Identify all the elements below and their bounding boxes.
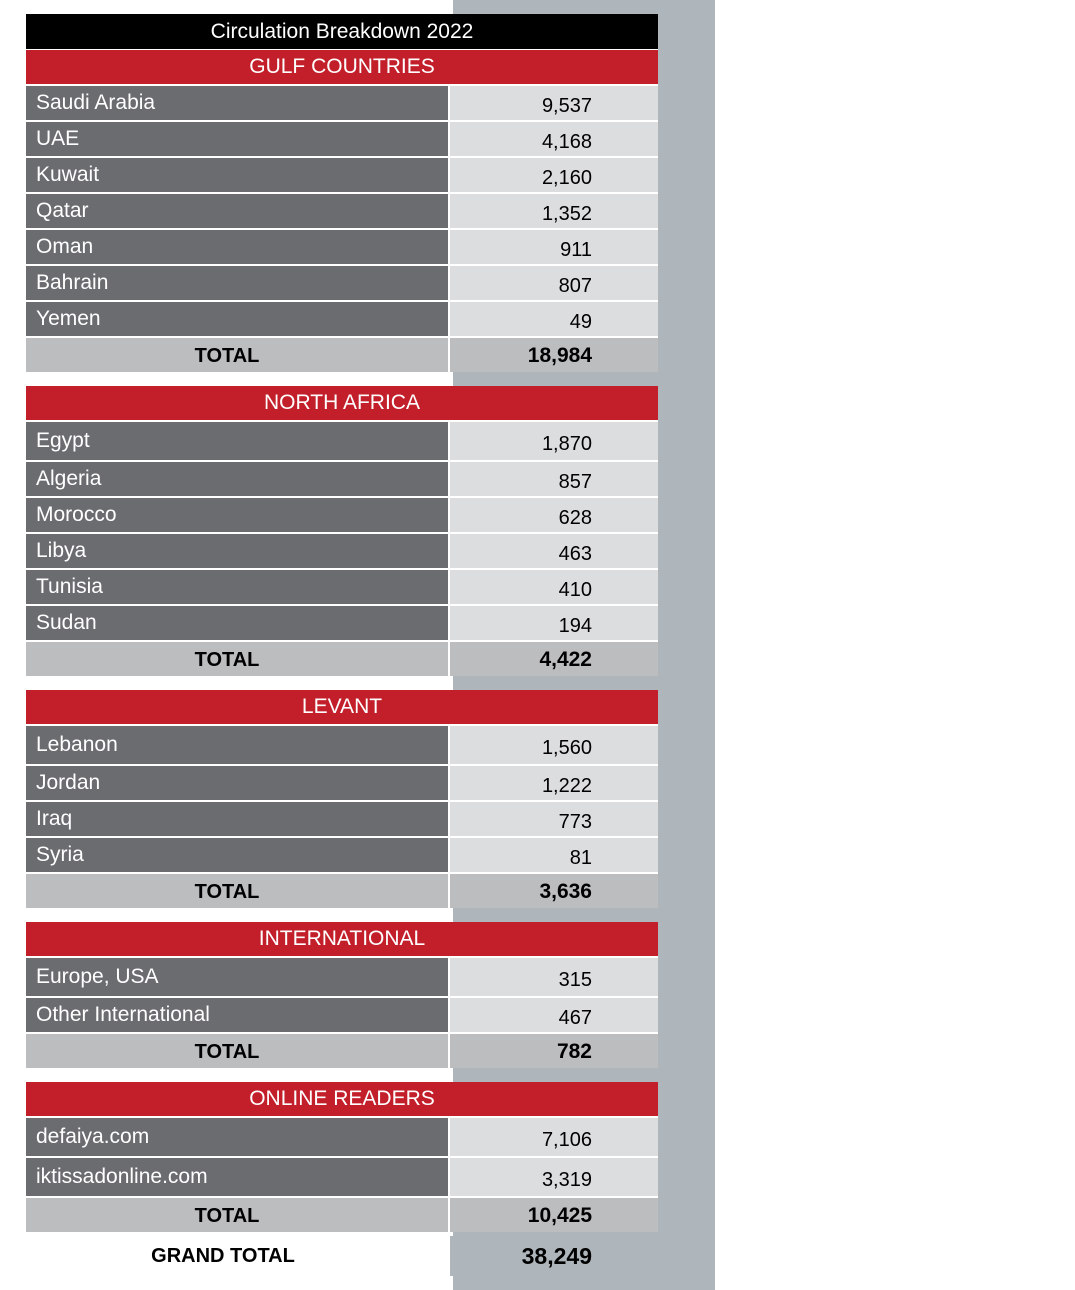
table-row: [26, 422, 658, 462]
row-value: 1,352: [450, 194, 658, 228]
section-heading: GULF COUNTRIES: [26, 50, 658, 86]
row-value: 773: [450, 802, 658, 836]
grand-total-label: GRAND TOTAL: [26, 1236, 450, 1276]
section-total-row: [26, 642, 658, 676]
table-row: [26, 766, 658, 802]
table-row: [26, 498, 658, 534]
table-row: [26, 998, 658, 1034]
row-value: 807: [450, 266, 658, 300]
row-label: Yemen: [26, 302, 450, 336]
row-value: 49: [450, 302, 658, 336]
total-label: TOTAL: [26, 1198, 450, 1232]
row-value: 81: [450, 838, 658, 872]
row-label: Europe, USA: [26, 958, 450, 996]
row-value: 194: [450, 606, 658, 640]
row-label: Libya: [26, 534, 450, 568]
table-row: [26, 838, 658, 874]
row-label: Bahrain: [26, 266, 450, 300]
table-row: [26, 462, 658, 498]
table-row: [26, 86, 658, 122]
row-label: Syria: [26, 838, 450, 872]
total-value: 782: [450, 1034, 658, 1068]
row-value: 410: [450, 570, 658, 604]
row-value: 1,870: [450, 422, 658, 460]
section-total-row: [26, 874, 658, 908]
table-title: Circulation Breakdown 2022: [26, 14, 658, 50]
row-value: 315: [450, 958, 658, 996]
row-label: Egypt: [26, 422, 450, 460]
section-total-row: [26, 338, 658, 372]
table-row: [26, 266, 658, 302]
section-total-row: [26, 1034, 658, 1068]
row-label: Qatar: [26, 194, 450, 228]
section-heading: ONLINE READERS: [26, 1082, 658, 1118]
section-heading: LEVANT: [26, 690, 658, 726]
section-online-readers: [26, 1082, 658, 1232]
row-label: Iraq: [26, 802, 450, 836]
row-label: defaiya.com: [26, 1118, 450, 1156]
table-row: [26, 158, 658, 194]
table-row: [26, 1158, 658, 1198]
row-label: Lebanon: [26, 726, 450, 764]
section-north-africa: [26, 386, 658, 676]
total-label: TOTAL: [26, 338, 450, 372]
table-row: [26, 570, 658, 606]
total-label: TOTAL: [26, 642, 450, 676]
grand-total-value: 38,249: [450, 1236, 658, 1276]
table-row: [26, 726, 658, 766]
total-label: TOTAL: [26, 1034, 450, 1068]
row-label: Jordan: [26, 766, 450, 800]
total-value: 4,422: [450, 642, 658, 676]
total-value: 18,984: [450, 338, 658, 372]
row-value: 628: [450, 498, 658, 532]
row-value: 2,160: [450, 158, 658, 192]
table-row: [26, 230, 658, 266]
section-gap: [26, 1068, 658, 1082]
table-row: [26, 802, 658, 838]
row-value: 4,168: [450, 122, 658, 156]
table-row: [26, 194, 658, 230]
section-gap: [26, 372, 658, 386]
total-value: 3,636: [450, 874, 658, 908]
row-value: 911: [450, 230, 658, 264]
section-levant: [26, 690, 658, 908]
table-row: [26, 1118, 658, 1158]
section-gap: [26, 676, 658, 690]
row-label: Kuwait: [26, 158, 450, 192]
section-total-row: [26, 1198, 658, 1232]
section-gulf-countries: [26, 50, 658, 372]
section-heading: INTERNATIONAL: [26, 922, 658, 958]
row-value: 3,319: [450, 1158, 658, 1196]
row-value: 857: [450, 462, 658, 496]
row-value: 7,106: [450, 1118, 658, 1156]
row-value: 1,222: [450, 766, 658, 800]
row-value: 9,537: [450, 86, 658, 120]
row-label: UAE: [26, 122, 450, 156]
section-gap: [26, 908, 658, 922]
grand-total-row: [26, 1236, 658, 1276]
circulation-table: [26, 14, 658, 1276]
row-value: 467: [450, 998, 658, 1032]
table-row: [26, 958, 658, 998]
table-row: [26, 302, 658, 338]
table-row: [26, 534, 658, 570]
table-row: [26, 606, 658, 642]
row-label: Oman: [26, 230, 450, 264]
row-label: Algeria: [26, 462, 450, 496]
table-row: [26, 122, 658, 158]
total-label: TOTAL: [26, 874, 450, 908]
row-label: Tunisia: [26, 570, 450, 604]
row-label: iktissadonline.com: [26, 1158, 450, 1196]
row-label: Sudan: [26, 606, 450, 640]
section-heading: NORTH AFRICA: [26, 386, 658, 422]
row-label: Morocco: [26, 498, 450, 532]
total-value: 10,425: [450, 1198, 658, 1232]
row-value: 463: [450, 534, 658, 568]
row-label: Other International: [26, 998, 450, 1032]
row-value: 1,560: [450, 726, 658, 764]
section-international: [26, 922, 658, 1068]
row-label: Saudi Arabia: [26, 86, 450, 120]
